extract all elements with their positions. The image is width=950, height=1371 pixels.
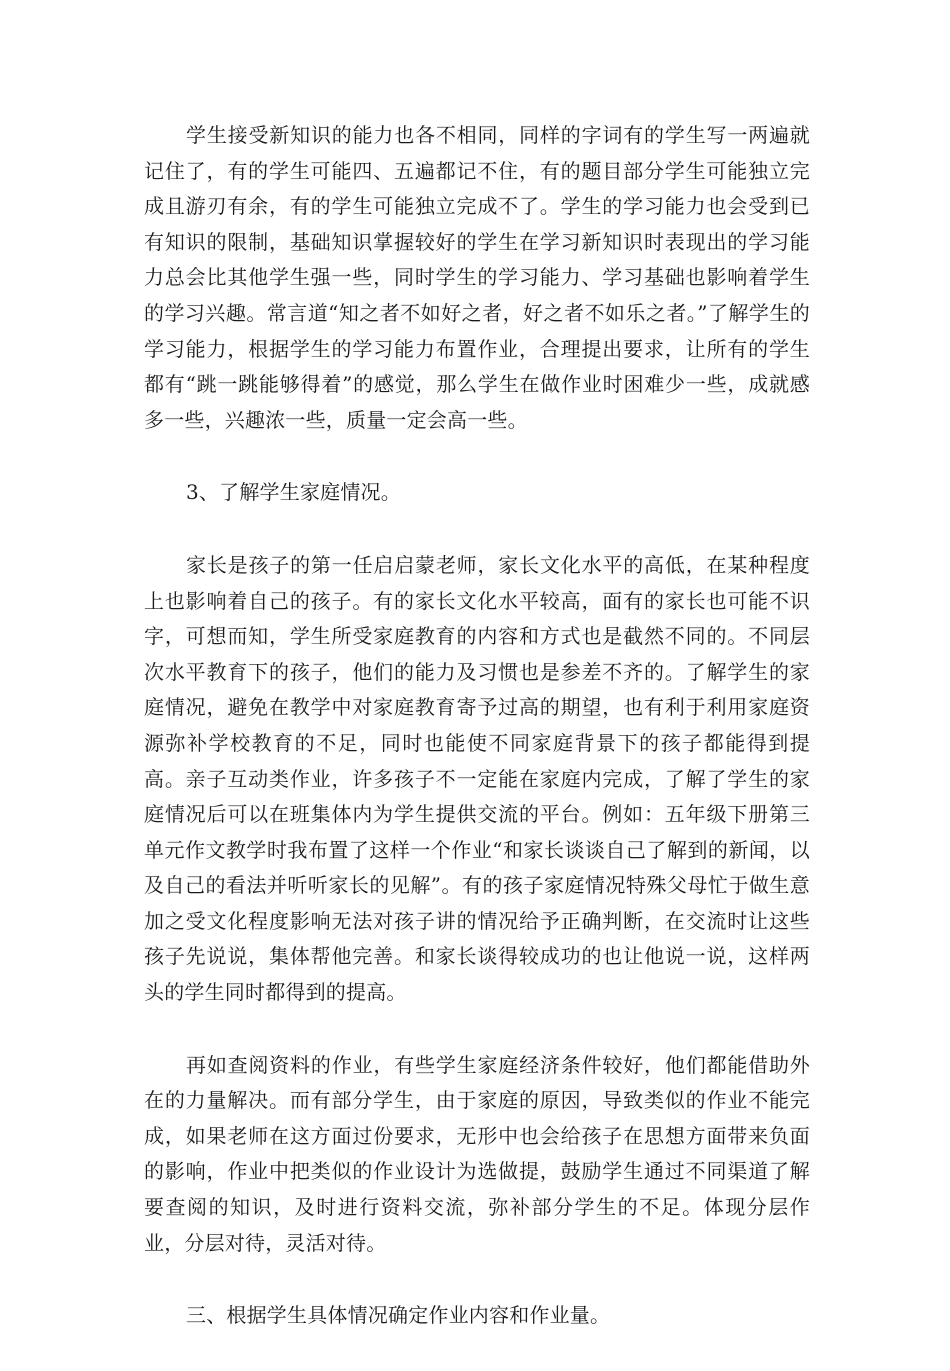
- paragraph-learning-ability: 学生接受新知识的能力也各不相同，同样的字词有的学生写一两遍就记住了，有的学生可能四、五遍都记不住，有的题目部分学生可能独立完成且游刃有余，有的学生可能独立完成不了。学生的学习能力也会受到已有知识的限制，基础知识掌握较好的学生在学习新知识时表现出的学习能力总会比其他学生强一些，同时学生的学习能力、学习基础也影响着学生的学习兴趣。常言道“知之者不如好之者，好之者不如乐之者。”了解学生的学习能力，根据学生的学习能力布置作业，合理提出要求，让所有的学生都有“跳一跳能够得着”的感觉，那么学生在做作业时困难少一些，成就感多一些，兴趣浓一些，质量一定会高一些。: [144, 123, 810, 432]
- paragraph-research-assignments: 再如查阅资料的作业，有些学生家庭经济条件较好，他们都能借助外在的力量解决。而有部分学生，由于家庭的原因，导致类似的作业不能完成，如果老师在这方面过份要求，无形中也会给孩子在思想方面带来负面的影响，作业中把类似的作业设计为选做提，鼓励学生通过不同渠道了解要查阅的知识，及时进行资料交流，弥补部分学生的不足。体现分层作业，分层对待，灵活对待。: [144, 1052, 810, 1255]
- section-heading-family-situation: 3、了解学生家庭情况。: [186, 480, 401, 505]
- paragraph-family-background: 家长是孩子的第一任启启蒙老师，家长文化水平的高低，在某种程度上也影响着自己的孩子。有的家长文化水平较高，面有的家长也可能不识字，可想而知，学生所受家庭教育的内容和方式也是截然不同的。不同层次水平教育下的孩子，他们的能力及习惯也是参差不齐的。了解学生的家庭情况，避免在教学中对家庭教育寄予过高的期望，也有利于利用家庭资源弥补学校教育的不足，同时也能使不同家庭背景下的孩子都能得到提高。亲子互动类作业，许多孩子不一定能在家庭内完成，了解了学生的家庭情况后可以在班集体内为学生提供交流的平台。例如：五年级下册第三单元作文教学时我布置了这样一个作业“和家长谈谈自己了解到的新闻，以及自己的看法并听听家长的见解”。有的孩子家庭情况特殊父母忙于做生意加之受文化程度影响无法对孩子讲的情况给予正确判断，在交流时让这些孩子先说说，集体帮他完善。和家长谈得较成功的也让他说一说，这样两头的学生同时都得到的提高。: [144, 552, 810, 1005]
- section-heading-assignment-content: 三、根据学生具体情况确定作业内容和作业量。: [186, 1303, 611, 1328]
- document-body: [144, 118, 810, 1371]
